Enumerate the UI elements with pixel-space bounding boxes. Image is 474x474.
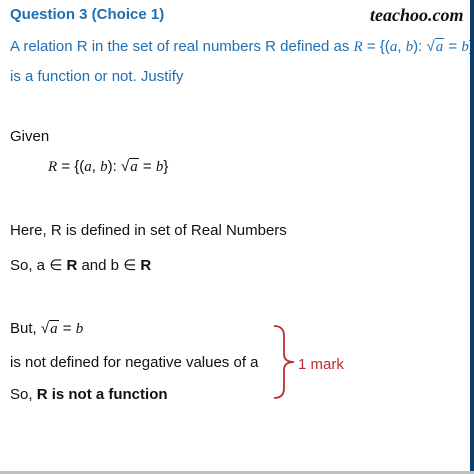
math-eq: = {(	[362, 38, 390, 55]
radical-icon: √	[426, 38, 435, 55]
math-R: R	[48, 159, 58, 175]
math-R: R	[353, 39, 363, 55]
math-b: b	[405, 39, 414, 55]
radical-icon: √	[120, 158, 130, 175]
set-R-2: R	[140, 257, 152, 274]
math-b2: b	[155, 159, 164, 175]
set-R-1: R	[66, 257, 78, 274]
question-title: Question 3 (Choice 1)	[10, 6, 165, 23]
conclusion-prefix: So,	[10, 386, 37, 403]
math-close: ):	[413, 38, 427, 55]
math-b: b	[100, 159, 108, 175]
math-brace: }	[163, 158, 169, 175]
math-close: ):	[107, 158, 121, 175]
but-prefix: But,	[10, 320, 41, 337]
math-comma: ,	[397, 38, 406, 55]
conclusion-line	[10, 386, 168, 403]
conclusion-bold: R is not a function	[36, 386, 168, 403]
given-label: Given	[10, 128, 50, 145]
math-b2: b	[461, 39, 469, 55]
here-line: Here, R is defined in set of Real Numbers	[10, 222, 287, 239]
not-defined-line: is not defined for negative values of a	[10, 354, 259, 371]
question-text: A relation R in the set of real numbers R defined as	[10, 38, 354, 55]
math-eq2: =	[138, 158, 156, 175]
math-comma: ,	[91, 158, 101, 175]
sqrt-a	[41, 320, 59, 338]
question-line-2: is a function or not. Justify	[10, 68, 184, 85]
math-eq: =	[58, 320, 76, 337]
math-b: b	[75, 321, 84, 337]
sqrt-arg: a	[50, 321, 58, 337]
mark-label: 1 mark	[298, 356, 344, 373]
so-mid: and b ∈	[77, 257, 141, 274]
sqrt-a	[121, 158, 139, 176]
math-a: a	[84, 159, 92, 175]
but-line	[10, 320, 83, 338]
math-eq: = {(	[57, 158, 85, 175]
so-prefix: So, a ∈	[10, 257, 67, 274]
question-line-1	[10, 38, 474, 56]
given-relation	[48, 158, 168, 176]
so-line	[10, 256, 151, 274]
radical-icon: √	[40, 320, 50, 337]
teachoo-logo: teachoo.com	[370, 5, 464, 25]
curly-brace-icon	[272, 324, 296, 400]
math-a: a	[389, 39, 398, 55]
right-accent-bar	[470, 0, 474, 474]
sqrt-arg: a	[130, 159, 138, 175]
sqrt-arg: a	[435, 39, 444, 55]
sqrt-a	[427, 38, 445, 56]
math-eq2: =	[444, 38, 462, 55]
